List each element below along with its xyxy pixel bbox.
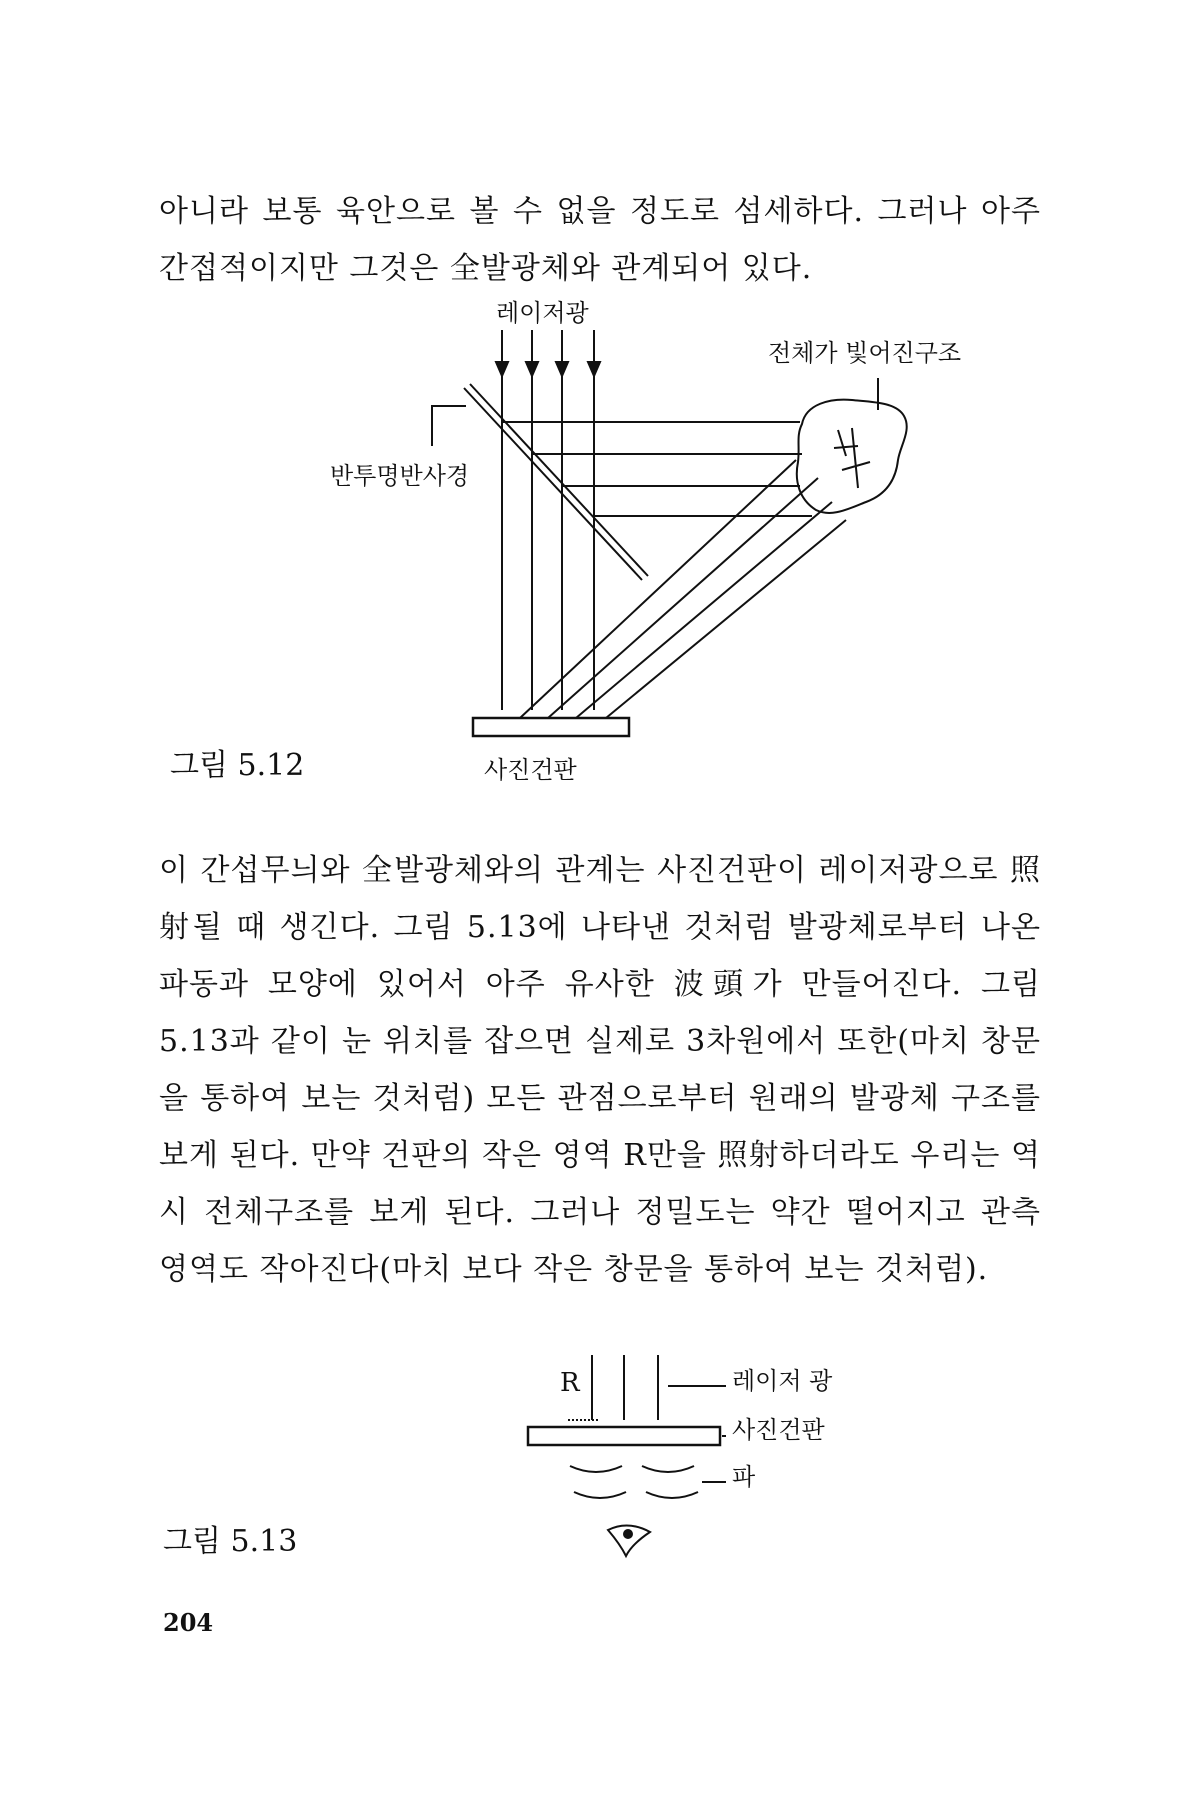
- mirror-leader: [432, 406, 466, 446]
- label-plate-2: 사진건판: [732, 1416, 825, 1444]
- label-wave: 파: [732, 1463, 756, 1491]
- paragraph-1: 아니라 보통 육안으로 볼 수 없을 정도로 섬세하다. 그러나 아주 간접적이지만 그것은 全발광체와 관계되어 있다.: [159, 194, 1041, 286]
- figure-5-12-diagram: [432, 330, 907, 736]
- label-mirror: 반투명반사경: [330, 462, 470, 490]
- label-laser-2: 레이저 광: [732, 1367, 833, 1395]
- label-plate: 사진건판: [484, 756, 577, 784]
- wave-arc-1: [570, 1466, 622, 1472]
- label-laser: 레이저광: [496, 299, 589, 327]
- paragraph-2: 이 간섭무늬와 全발광체와의 관계는 사진건판이 레이저광으로 照射될 때 생긴다. 그림 5.13에 나타낸 것처럼 발광체로부터 나온 파동과 모양에 있어서 아주 유사한 波頭가 만들어진다. 그림 5.13과 같이 눈 위치를 잡으면 실제로 3차원에서 또한(마치 창문을 통하여 보는 것처럼) 모든 관점으로부터 원래의 발광체 구조를 보게 된다. 만약 건판의 작은 영역 R만을 照射하더라도 우리는 역시 전체구조를 보게 된다. 그러나 정밀도는 약간 떨어지고 관측 영역도 작아진다(마치 보다 작은 창문을 통하여 보는 것처럼).: [159, 853, 1041, 1287]
- label-region-r: R: [560, 1368, 580, 1398]
- wave-arc-2: [574, 1492, 626, 1498]
- laser-arrows: [496, 330, 600, 710]
- photo-plate: [473, 718, 629, 736]
- page-number: 204: [163, 1608, 214, 1637]
- figure-5-13-diagram: [528, 1355, 726, 1556]
- wave-arc-3: [642, 1466, 694, 1472]
- object-outline: [797, 400, 907, 513]
- figure-5-13-caption: 그림 5.13: [163, 1524, 298, 1559]
- label-object: 전체가 빛어진구조: [768, 339, 962, 367]
- figure-5-12-caption: 그림 5.12: [170, 748, 305, 783]
- object-scribble: [834, 428, 870, 488]
- half-silvered-mirror: [464, 384, 648, 580]
- wave-arc-4: [646, 1492, 698, 1498]
- photo-plate-2: [528, 1427, 720, 1445]
